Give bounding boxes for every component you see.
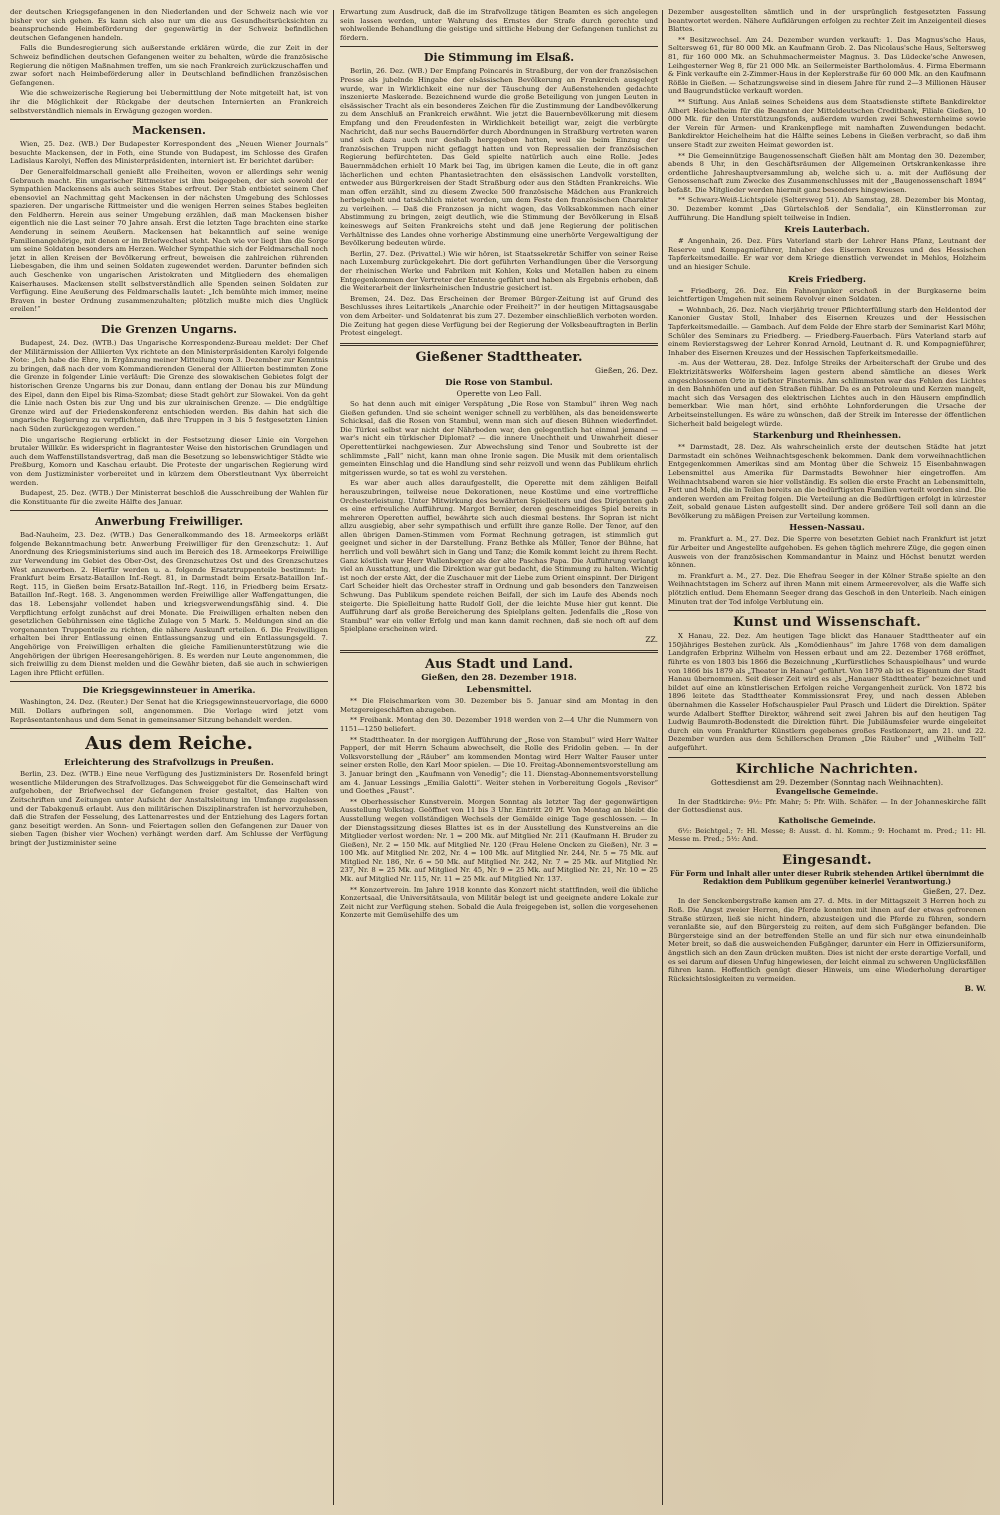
section-heading: Aus dem Reiche. xyxy=(85,733,253,755)
column-rule xyxy=(662,10,663,1505)
section-heading: Die Kriegsgewinnsteuer in Amerika. xyxy=(82,686,256,697)
divider xyxy=(668,848,986,849)
divider xyxy=(668,610,986,611)
article-paragraph: So hat denn auch mit einiger Verspätung „Die Rose von Stambul“ ihren Weg nach Gießen gefunden. Und sie scheint weniger schnell zu verblühen, als das beneidenswerte Schicksal, daß die Rosen von Stambul, wenn man sich auf diesen Bühnen wiederfindet. Die Türkei selbst war nicht der Nährboden war, den gelegentlich hat einmal jemand — war's nicht ein türkischer Diplomat? — die innere Unechtheit und Unwahrheit dieser Operettentürkei nachgewiesen. Zur Abwechslung sind Tenor und Soubrette ist der schlimmste „Fall“ nicht, kann man ohne Ironie sagen. Die Musik mit dem orientalisch gemeinten Einschlag und die Handlung sind sehr reizvoll und wenn das Publikum ehrlich mitgerissen wurde, so tat es wohl zu verstehen. xyxy=(340,399,658,477)
article-paragraph: ** Die Fleischmarken vom 30. Dezember bis 5. Januar sind am Montag in den Metzgereigeschäften abzugeben. xyxy=(340,697,658,714)
article-paragraph: In der Senckenbergstraße kamen am 27. d. Mts. in der Mittagszeit 3 Herren hoch zu Roß. Die Angst zweier Herren, die Pferde konnten mit ihnen auf der etwas gefrorenen Straße stürzen, ließ sie nicht hindern, abzusteigen und die Pferde zu führen, sondern veranlaßte sie, auf den Bürgersteig zu reiten, auf dem sich Fußgänger befanden. Die Bürgersteige sind an der betreffenden Stelle an und für sich nur etwa einundeinhalb Meter breit, so daß die ausweichenden Fußgänger, darunter ein Herr in Offiziersuniform, ängstlich sich an den Zaun drücken mußten. Dies ist nicht der erste derartige Vorfall, und es sei darum auf diesen Unfug hingewiesen, der leicht einmal zu schweren Unglücksfällen führen kann. Hoffentlich genügt dieser Hinweis, um eine Wiederholung derartiger Rücksichtslosigkeiten zu vermeiden. xyxy=(668,897,986,983)
section-heading: Anwerbung Freiwilliger. xyxy=(94,515,244,529)
signature: B. W. xyxy=(964,984,986,994)
article-paragraph: m. Frankfurt a. M., 27. Dez. Die Sperre von besetzten Gebiet nach Frankfurt ist jetzt für Arbeiter und Angestellte aufgehoben. Es gehen täglich mehrere Züge, die gegen einen Ausweis von der französischen Kommandantur in Mainz und Höchst benutzt werden können. xyxy=(668,535,986,570)
article-paragraph: Der Generalfeldmarschall genießt alle Freiheiten, wovon er allerdings sehr wenig Gebrauch macht. Ein ungarischer Rittmeister ist ihm beigegeben, der sich sowohl der Sympathien Mackensens als auch seines Stabes erfreut. Der Stab entbietet seinem Chef ebensoviel an Nachmittag geht Mackensen in der nächsten Umgebung des Schlosses spazieren. Der ungarische Rittmeister und die wenigen Herren seines Stabes begleiten den Feldherrn. Herein aus seiner Umgebung erzählen, daß man Mackensen bisher eigentlich nie die Last seiner 70 Jahre ansah. Erst die letzten Tage brachten eine starke Aenderung in seinem Aeußern. Mackensen hat bekanntlich auf seine wenige Familienangehörige, mit denen er im Briefwechsel steht. Nach wie vor liegt ihm die Sorge um seine Soldaten besonders am Herzen. Welcher Sympathie sich der Feldmarschall noch jetzt in allen Kreisen der Bevölkerung erfreut, beweisen die zahlreichen rührenden Liebesgaben, die ihm und seinen Soldaten zugewendet werden. Darunter befinden sich auch Geschenke von ungarischen Aristokraten und Mitgliedern des ehemaligen Kaiserhauses. Mackensen stellt selbstverständlich alle Spenden seinen Soldaten zur Verfügung. Eine Aeußerung des Feldmarschalls lautet: „Ich bemühte mich immer, meine Braven in bester Ordnung zusammenzuhalten; plötzlich mußte mich dies Unglück ereilen!“ xyxy=(10,167,328,314)
section-heading: Kunst und Wissenschaft. xyxy=(732,615,922,631)
article-paragraph: ** Freibank. Montag den 30. Dezember 1918 werden von 2—4 Uhr die Nummern von 1151—1250 beliefert. xyxy=(340,716,658,733)
divider xyxy=(10,728,328,729)
subheading: Erleichterung des Strafvollzugs in Preußen. xyxy=(64,758,274,769)
subheading: Evangelische Gemeinde. xyxy=(775,787,879,797)
article-paragraph: Bremen, 24. Dez. Das Erscheinen der Bremer Bürger-Zeitung ist auf Grund des Beschlusses ihres Leitartikels „Anarchie oder Freiheit?“ in der heutigen Mittagsausgabe von dem Arbeiter- und Soldatenrat bis zum 27. Dezember einschließlich verboten worden. Die Zeitung hat gegen diese Verfügung bei der Regierung der Volksbeauftragten in Berlin Protest eingelegt. xyxy=(340,294,658,338)
subheading: Operette von Leo Fall. xyxy=(456,389,542,399)
column-2 xyxy=(340,8,658,1507)
section-heading: Starkenburg und Rheinhessen. xyxy=(752,431,902,442)
signature: ZZ. xyxy=(645,635,658,644)
section-heading: Die Stimmung im Elsaß. xyxy=(423,51,575,65)
article-paragraph: Budapest, 24. Dez. (WTB.) Das Ungarische Korrespondenz-Bureau meldet: Der Chef der Militärmission der Alliierten Vyx richtete an den Ministerpräsidenten Karolyi folgende Note: „Ich habe die Ehre, in Ergänzung meiner Mitteilung vom 3. Dezember zur Kenntnis zu bringen, daß nach der vom Kommandierenden General der Alliierten bestimmten Zone die Grenze in folgender Linie verläuft: Die Grenze des slowakischen Gebietes folgt der historischen Grenze Ungarns bis zur Donau, dann entlang der Donau bis zur Mündung des Eipel, dann den Eipel bis Rima-Szombat; diese Stadt gehört zur Slowakei. Von da geht die Linie nach Osten bis zur Ung und bis zur ukrainischen Grenze. — Die endgültige Grenze wird auf der Friedenskonferenz entschieden werden. Bis dahin hat sich die ungarische Regierung zu verpflichten, daß ihre Truppen in 3 bis 5 festgesetzten Linien nach Süden zurückgezogen werden.“ xyxy=(10,339,328,433)
dateline: Gießen, den 28. Dezember 1918. xyxy=(421,672,577,683)
article-paragraph: Budapest, 25. Dez. (WTB.) Der Ministerrat beschloß die Ausschreibung der Wahlen für die Konstituante für die zweite Hälfte des Januar. xyxy=(10,489,328,506)
article-paragraph: ** Die Gemeinnützige Baugenossenschaft Gießen hält am Montag den 30. Dezember, abends 8 Uhr, in den Geschäftsräumen der Allgemeinen Ortskrankenkasse ihre ordentliche Jahreshauptversammlung ab, welche sich u. a. mit der Auflösung der Genossenschaft zum Zwecke des Zusammenschlusses mit der „Baugenossenschaft 1894“ befaßt. Die Mitglieder werden hiermit ganz besonders hingewiesen. xyxy=(668,151,986,194)
article-paragraph: ** Oberhessischer Kunstverein. Morgen Sonntag als letzter Tag der gegenwärtigen Ausstellung Volkstag. Geöffnet von 11 bis 3 Uhr. Eintritt 20 Pf. Von Montag an bleibt die Ausstellung wegen vollständigen Wechsels der Gemälde einige Tage geschlossen. — In der Dienstagssitzung dieses Blattes ist es in der Ausstellung des Kunstvereins an die Mitglieder verlost worden: Nr. 1 = 200 Mk. auf Mitglied Nr. 211 (Kaufmann H. Bruder zu Gießen), Nr. 2 = 150 Mk. auf Mitglied Nr. 120 (Frau Helene Oncken zu Gießen), Nr. 3 = 100 Mk. auf Mitglied Nr. 202, Nr. 4 = 100 Mk. auf Mitglied Nr. 244, Nr. 5 = 75 Mk. auf Mitglied Nr. 186, Nr. 6 = 50 Mk. auf Mitglied Nr. 242, Nr. 7 = 25 Mk. auf Mitglied Nr. 237, Nr. 8 = 25 Mk. auf Mitglied Nr. 45, Nr. 9 = 25 Mk. auf Mitglied Nr. 21, Nr. 10 = 25 Mk. auf Mitglied Nr. 115, Nr. 11 = 25 Mk. auf Mitglied Nr. 137. xyxy=(340,797,658,884)
divider xyxy=(10,318,328,319)
section-heading: Gießener Stadttheater. xyxy=(415,349,583,365)
dateline: Gießen, 26. Dez. xyxy=(595,365,658,375)
section-heading: Eingesandt. xyxy=(782,852,872,868)
subheading: Katholische Gemeinde. xyxy=(778,815,876,825)
section-heading: Aus Stadt und Land. xyxy=(425,656,573,672)
article-paragraph: ** Darmstadt, 28. Dez. Als wahrscheinlich erste der deutschen Städte hat jetzt Darmstadt ein schönes Weihnachtsgeschenk bekommen. Dank dem vorweihnachtlichen Entgegenkommen Amerikas sind am Montag über die Schweiz 15 Eisenbahnwagen Lebensmittel aus Amerika für Darmstadts Bewohner hier eingetroffen. Am Weihnachtsabend waren sie hier vollständig. Es sollen die erste Fracht an Lebensmitteln, Fett und Mehl, die in Teilen bereits an die bedürftigsten Familien verteilt worden sind. Die anderen werden am Freitag folgen. Die Verteilung an die Bedürftigen erfolgt in kürzester Zeit, sobald genaue Listen aufgestellt sind. Der andere größere Teil soll dann an die Bevölkerung zu mäßigen Preisen zur Verteilung kommen. xyxy=(668,443,986,520)
article-paragraph: ** Besitzwechsel. Am 24. Dezember wurden verkauft: 1. Das Magnus'sche Haus, Seltersweg 61, für 80 000 Mk. an Kaufmann Grob. 2. Das Nicolaus'sche Haus, Seltersweg 81, für 160 000 Mk. an Schuhmachermeister Magnus. 3. Das Lüdecke'sche Anwesen, Leihgesterner Weg 8, für 21 000 Mk. an Seilermeister Bartholomäus. 4. Firma Ebermann & Fink verkaufte ein 2-Zimmer-Haus in der Keplerstraße für 60 000 Mk. an den Kaufmann Rößle in Gießen. — Schatzungsweise sind in diesem Jahre für rund 2—3 Millionen Häuser und Baugrundstücke verkauft worden. xyxy=(668,35,986,96)
subheading: Die Rose von Stambul. xyxy=(445,378,553,389)
article-paragraph: Falls die Bundesregierung sich außerstande erklären würde, die zur Zeit in der Schweiz befindlichen deutschen Gefangenen weiter zu behalten, würde die französische Regierung die nötigen Maßnahmen treffen, um sie nach Frankreich zurückzuschaffen und zwar sofort nach Heimbeförderung aller in Deutschland befindlichen französischen Gefangenen. xyxy=(10,44,328,87)
article-paragraph: Wien, 25. Dez. (WB.) Der Budapester Korrespondent des „Neuen Wiener Journals“ besuchte Mackensen, der in Foth, eine Stunde von Budapest, im Schlosse des Grafen Ladislaus Karolyi, Neffen des Ministerpräsidenten, interniert ist. Er berichtet darüber: xyxy=(10,140,328,166)
section-heading: Kreis Friedberg. xyxy=(788,274,866,285)
article-paragraph: ** Stadttheater. In der morgigen Aufführung der „Rose von Stambul“ wird Herr Walter Papperl, der mit Herrn Schaum abwechselt, die Rolle des Fridolin geben. — In der Volksvorstellung der „Räuber“ am kommenden Montag wird Herr Walter Fauser unter seiner ersten Rolle, den Karl Moor spielen. — Die 10. Freitag-Abonnementsvorstellung am 3. Januar bringt den „Kaufmann von Venedig“; die 11. Dienstag-Abonnementsvorstellung am 4. Januar Lessings „Emilia Galotti“. Weiter stehen in Vorbereitung Gogols „Revisor“ und Goethes „Faust“. xyxy=(340,735,658,796)
article-paragraph: Berlin, 27. Dez. (Privattel.) Wie wir hören, ist Staatssekretär Schiffer von seiner Reise nach Luxemburg zurückgekehrt. Die dort geführten Verhandlungen über die Versorgung der rheinischen Werke und Fabriken mit Kohlen, Koks und Metallen haben zu einem Entgegenkommen der Vertreter der Entente geführt und haben als Ergebnis erhoben, daß die Weiterarbeit der linksrheinischen Industrie gesichert ist. xyxy=(340,249,658,293)
section-heading: Die Grenzen Ungarns. xyxy=(100,323,238,336)
section-heading: Kreis Lauterbach. xyxy=(784,225,870,236)
disclaimer: Für Form und Inhalt aller unter dieser Rubrik stehenden Artikel übernimmt die Redaktion dem Publikum gegenüber keinerlei Verantwortung.) xyxy=(670,868,984,887)
article-paragraph: Erwartung zum Ausdruck, daß die im Strafvollzuge tätigen Beamten es sich angelegen sein lassen werden, unter Wahrung des Ernstes der Strafe durch gerechte und wohlwollende Behandlung die geistige und sittliche Hebung der Gefangenen tunlichst zu fördern. xyxy=(340,8,658,42)
article-paragraph: Dezember ausgestellten sämtlich und in der ursprünglich festgesetzten Fassung beantwortet werden. Nähere Aufklärungen erfolgen zu rechter Zeit im Anzeigenteil dieses Blattes. xyxy=(668,8,986,34)
article-paragraph: = Friedberg, 26. Dez. Ein Fahnenjunker erschoß in der Burgkaserne beim leichtfertigen Umgehen mit seinem Revolver einen Soldaten. xyxy=(668,286,986,304)
divider xyxy=(668,757,986,758)
section-heading: Hessen-Nassau. xyxy=(789,523,865,534)
article-paragraph: -m. Aus der Wetterau, 28. Dez. Infolge Streiks der Arbeiterschaft der Grube und des Elektrizitätswerks Wölfersheim lagen gestern abend sämtliche an dieses Werk angeschlossenen Orte in tiefster Finsternis. Am schlimmsten war das Fehlen des Lichtes in den Bahnhöfen und auf den Straßen fühlbar. Da es an Petroleum und Kerzen mangelt, macht sich das Versagen des elektrischen Lichtes auch in den Häusern empfindlich bemerkbar. Wie man hört, sind erhöhte Lohnforderungen die Ursache der Arbeitseinstellungen. Es wäre zu wünschen, daß der Streik im Interesse der öffentlichen Sicherheit bald beigelegt würde. xyxy=(668,359,986,428)
article-paragraph: 6½: Beichtgel.; 7: Hl. Messe; 8: Ausst. d. hl. Komm.; 9: Hochamt m. Pred.; 11: Hl. Messe m. Pred.; 5½: And. xyxy=(668,826,986,844)
subheading: Lebensmittel. xyxy=(466,685,532,696)
article-paragraph: Washington, 24. Dez. (Reuter.) Der Senat hat die Kriegsgewinnsteuervorlage, die 6000 Mill. Dollars aufbringen soll, angenommen. Die Vorlage wird jetzt vom Repräsentantenhaus und dem Senat in gemeinsamer Sitzung behandelt werden. xyxy=(10,698,328,724)
article-paragraph: # Angenhain, 26. Dez. Fürs Vaterland starb der Lehrer Hans Pfanz, Leutnant der Reserve und Kompagnieführer, Inhaber des Eisernen Kreuzes und des Hessischen Tapferkeitsmedaille. Er war vor dem Kriege dienstlich verwendet in Mehlos, Holzheim und an hiesiger Schule. xyxy=(668,237,986,272)
article-paragraph: Wie die schweizerische Regierung bei Uebermittlung der Note mitgeteilt hat, ist von ihr die Möglichkeit der Rückgabe der deutschen Internierten an Frankreich selbstverständlich niemals in Erwägung gezogen worden. xyxy=(10,89,328,115)
section-heading: Kirchliche Nachrichten. xyxy=(735,761,919,777)
divider xyxy=(10,119,328,120)
subheading: Gottesdienst am 29. Dezember (Sonntag nach Weihnachten). xyxy=(710,777,944,787)
article-paragraph: ** Schwarz-Weiß-Lichtspiele (Seltersweg 51). Ab Samstag, 28. Dezember bis Montag, 30. Dezember kommt „Das Gürtelschloß der Sendalia“, ein Künstlerroman zur Aufführung. Die Handlung spielt teilweise in Indien. xyxy=(668,196,986,222)
article-paragraph: Die ungarische Regierung erblickt in der Festsetzung dieser Linie ein Vorgehen brutaler Willkür. Es widerspricht in flagrantester Weise den historischen Grundlagen und auch dem Waffenstillstandsvertrag, daß man die Besetzung so lebenswichtiger Städte wie Preßburg, Komorn und Kaschau erlaubt. Die Proteste der ungarischen Regierung wird von dem Justizminister vorbereitet und in kürzem dem Oberstleutnant Vyx überreicht werden. xyxy=(10,435,328,487)
article-paragraph: In der Stadtkirche: 9½: Pfr. Mahr; 5: Pfr. Wilh. Schäfer. — In der Johanneskirche fällt der Gottesdienst aus. xyxy=(668,797,986,815)
section-heading: Mackensen. xyxy=(132,124,206,138)
dateline: Gießen, 27. Dez. xyxy=(923,886,986,896)
article-paragraph: = Wohnbach, 26. Dez. Nach vierjährig treuer Pflichterfüllung starb den Heldentod der Kanonier Gustav Stoll, Inhaber des Eisernen Kreuzes und der Hessischen Tapferkeitsmedaille. — Gambach. Auf dem Felde der Ehre starb der Seminarist Karl Möhr, Schüler des Seminars zu Friedberg. — Friedberg-Fauerbach. Fürs Vaterland starb auf einem Revierstagsweg der Lehrer Konrad Arnold, Leutnant d. R. und Kompagnieführer, Inhaber des Eisernen Kreuzes und der Hessischen Tapferkeitsmedaille. xyxy=(668,305,986,357)
column-3 xyxy=(668,8,986,1507)
column-rule xyxy=(333,10,334,1505)
article-paragraph: m. Frankfurt a. M., 27. Dez. Die Ehefrau Seeger in der Kölner Straße spielte an den Weihnachtstagen im Scherz auf ihren Mann mit einem Armeerevolver, als die Waffe sich plötzlich entlud. Dem Ehemann Seeger drang das Geschoß in den Unterleib. Nach einigen Minuten trat der Tod infolge Verblutung ein. xyxy=(668,571,986,606)
divider xyxy=(340,343,658,346)
article-paragraph: ** Konzertverein. Im Jahre 1918 konnte das Konzert nicht stattfinden, weil die übliche Konzertsaal, die Universitätsaula, von Militär belegt ist und geeignete andere Lokale zur Zeit nicht zur Verfügung stehen. Sobald die Aula freigegeben ist, sollen die vorgesehenen Konzerte mit Gemüsehilfe des um xyxy=(340,885,658,920)
article-paragraph: Es war aber auch alles daraufgestellt, die Operette mit dem zähligen Beifall herauszubringen, teilweise neue Dekorationen, neue Kostüme und eine vortreffliche Orchesterleistung. Unter Mitwirkung des bewährten Spielleiters und des Dirigenten gab es eine erfreuliche Aufführung. Margot Bernier, deren geschmeidiges Spiel bereits in mehreren Operetten auffiel, bewährte sich auch diesmal bestens. Ihr Sopran ist nicht allzu ausgiebig, aber sehr sympathisch und erfüllt ihre ganze Rolle. Der Tenor, auf den allen übrigen Damen-Stimmen vom Format Rechnung getragen, ist stimmlich gut geeignet und sicher in der Darstellung. Franz Bethke als Müller, Tenor der Bühne, hat herrlich und voll bewährt sich in Gang und Tanz; die Komik kommt leicht zu ihrem Recht. Ganz köstlich war Herr Wallenberger als der alte Paschas Papa. Die Aufführung verlangt viel an Ausstattung, und die Direktion war gut bedacht, die Stimmung zu halten. Wichtig ist noch der erste Akt, der die Zuschauer mit der Liebe zum Orient einspinnt. Der Dirigent Carl Scheider hielt das Orchester straff in Ordnung und gab besonders den Tanzweisen Schwung. Das Publikum spendete reichen Beifall, der sich im Laufe des Abends noch steigerte. Die Spielleitung hatte Rudolf Goll, der die leichte Muse hier gut kennt. Die Aufführung darf als große Bereicherung des Spielplans gelten. Jedenfalls die „Rose von Stambul“ war ein voller Erfolg und man kann damit rechnen, daß sie noch oft auf dem Spielplane erscheinen wird. xyxy=(340,479,658,634)
article-paragraph: Berlin, 26. Dez. (WB.) Der Empfang Poincarés in Straßburg, der von der französischen Presse als jubelnde Hingabe der elsässischen Bevölkerung an Frankreich ausgelegt wurde, war in Wirklichkeit eine nur der Täuschung der Außenstehenden gedachte inszenierte Maskerade. Bezeichnend wurde die große Beteiligung von jungen Leuten in elsässischer Tracht als ein besonderes Zeichen für die Zustimmung der Landbevölkerung zu dem Anschluß an Frankreich erwähnt. Wie jetzt die Bauernbevölkerung mit diesem Empfang und den Freudenfesten in Wirklichkeit beteiligt war, zeigt die verbürgte Nachricht, daß nur sechs Bauerndörfer durch Abordnungen in Straßburg vertreten waren und sich dazu auch nur deshalb hergegeben hatten, weil sie beim Einzug der französischen Truppen nicht geflaggt hatten und von Repressalien der französischen Regierung befürchteten. Das Geld spielte natürlich auch eine Rolle. Jedes Bauernmädchen erhielt 10 Mark bei Tag, im übrigen kamen die Leute, die in oft ganz lächerlichen und echten Phantasietrachten den elsässischen Landvolk vorstellten, entweder aus Bürgerkreisen der Stadt Straßburg oder aus den Städten Frankreichs. Wie man offen erzählt, sind zu diesem Zwecke 500 französische Mädchen aus Frankreich herbeigeholt und tatsächlich mietet worden, um dem Feste den französischen Charakter zu verleihen. — Daß die Franzosen ja nicht wagen, das Volksabkommen nach einer Abstimmung zu bringen, zeigt deutlich, wie die Stimmung der Bevölkerung in Elsaß keineswegs auf Seiten Frankreichs steht und daß jene Regierung der politischen Verhältnisse des Landes ohne vorherige Abstimmung eine unerhörte Vergewaltigung der Bevölkerung bedeuten würde. xyxy=(340,67,658,248)
article-paragraph: Bad-Nauheim, 23. Dez. (WTB.) Das Generalkommando des 18. Armeekorps erläßt folgende Bekanntmachung betr. Anwerbung Freiwilliger für den Grenzschutz: 1. Auf Anordnung des Kriegsministeriums sind auch im Bereich des 18. Armeekorps Freiwillige zur Verwendung im Gebiet des Ober-Ost, des Grenzschutzes Ost und des Grenzschutzes West anzuwerben. 2. Hierfür werden u. a. folgende Ersatztruppenteile bestimmt: In Frankfurt beim Ersatz-Bataillon Inf.-Regt. 81, in Darmstadt beim Ersatz-Bataillon Inf.-Regt. 115, in Gießen beim Ersatz-Bataillon Inf.-Regt. 116, in Friedberg beim Ersatz-Bataillon Inf.-Regt. 168. 3. Angenommen werden Freiwillige aller Waffengattungen, die das 18. Lebensjahr vollendet haben und kriegsverwendungsfähig sind. 4. Die Verpflichtung erfolgt zunächst auf drei Monate. Die Freiwilligen erhalten neben den gesetzlichen Gebührnissen eine tägliche Zulage von 5 Mark. 5. Meldungen sind an die vorgenannten Truppenteile zu richten, die nähere Auskunft erteilen. 6. Die Freiwilligen erhalten bei ihrer Entlassung einen Entlassungsanzug und ein Entlassungsgeld. 7. Angehörige von Freiwilligen erhalten die gleiche Familienunterstützung wie die Angehörigen der übrigen Heeresangehörigen. 8. Es werden nur Leute angenommen, die sich freiwillig zu dem Dienst melden und die Gewähr bieten, daß sie auch in schwierigen Lagen ihre Pflicht erfüllen. xyxy=(10,531,328,677)
divider xyxy=(340,650,658,653)
article-paragraph: Berlin, 23. Dez. (WTB.) Eine neue Verfügung des Justizministers Dr. Rosenfeld bringt wesentliche Milderungen des Strafvollzuges. Das Schweiggebot für die Gemeinschaft wird aufgehoben, der Briefwechsel der Gefangenen freier gestaltet, das Halten von Zeitschriften und Zeitungen unter Aufsicht der Anstaltsleitung im Umfange zugelassen und der Tabakgenuß erlaubt. Aus den militärischen Disziplinarstrafen ist hervorzuheben, daß die Strafen der Fesselung, des Lattenarrestes und der Entziehung des Lagers fortan ganz beseitigt werden. An Sonn- und Feiertagen sollen den Gefangenen zur Dauer von sieben Tagen (bisher vier Wochen) verhängt werden darf. Am Schlusse der Verfügung bringt der Justizminister seine xyxy=(10,770,328,847)
divider xyxy=(10,681,328,682)
divider xyxy=(340,46,658,47)
column-1 xyxy=(10,8,328,1507)
article-paragraph: ** Stiftung. Aus Anlaß seines Scheidens aus dem Staatsdienste stiftete Bankdirektor Albert Heichelheim für die Beamten der Mitteldeutschen Creditbank, Filiale Gießen, 10 000 Mk. für den Unterstützungsfonds, außerdem wurden zwei Schwesternheime sowie der Verein für Armen- und Krankenpflege mit namhaften Zuwendungen bedacht. Bankdirektor Heichelheim hat die Hälfte seines Lebens in Gießen verbracht, so daß ihm unsere Stadt zur zweiten Heimat geworden ist. xyxy=(668,97,986,149)
divider xyxy=(10,510,328,511)
article-paragraph: der deutschen Kriegsgefangenen in den Niederlanden und der Schweiz nach wie vor bisher vor sich gehen. Es kann sich also nur um die aus Gesundheitsrücksichten zu beanspruchende Heimbeförderung der gegenwärtig in der Schweiz befindlichen deutschen Gefangenen handeln. xyxy=(10,8,328,42)
article-paragraph: X Hanau, 22. Dez. Am heutigen Tage blickt das Hanauer Stadttheater auf ein 150jähriges Bestehen zurück. Als „Komödienhaus“ im Jahre 1768 von dem damaligen Landgrafen Erbprinz Wilhelm von Hessen erbaut und am 22. Dezember 1768 eröffnet, führte es von 1803 bis 1866 die Bezeichnung „Kurfürstliches Schauspielhaus“ und wurde von 1866 bis 1879 als „Theater in Hanau“ geführt. Von 1879 ab ist es Eigentum der Stadt Hanau übernommen. Seit dieser Zeit wird es als „Hanauer Stadttheater“ bezeichnet und bildet auf eine an künstlerischen Erfolgen reiche Vergangenheit zurück. Von 1872 bis 1896 leitete das Stadttheater Kommissionsrat Frey, und nach dessen Ableben übernahmen die Kasseler Hofschauspieler Paul Prasch und Lüdert die Direktion. Später wurde Adalbert Steffter Direktor, während seit zwei Jahren bis auf den heutigen Tag Ludwig Baumroth-Bodenstedt die Direktion führt. Die Jubiläumsfeier wurde eingeleitet durch ein vom Frankfurter Künstlern gegebenes großes Festkonzert, am 21. und 22. Dezember wurden aus dem Schillerschen Dramen „Die Räuber“ und „Wilhelm Tell“ aufgeführt. xyxy=(668,632,986,752)
